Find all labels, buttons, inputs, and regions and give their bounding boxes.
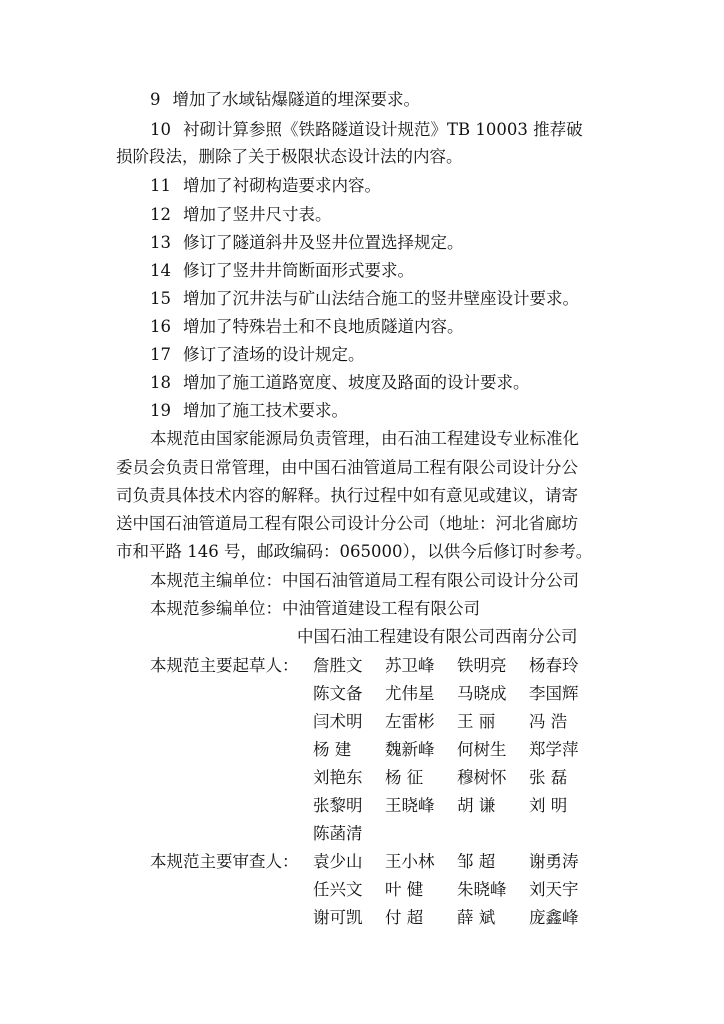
item-text: 增加了特殊岩土和不良地质隧道内容。	[183, 317, 464, 336]
reviewer-name: 邹 超	[457, 852, 496, 871]
drafter-name: 铁明亮	[457, 656, 507, 675]
participating-line	[150, 599, 480, 619]
drafter-name: 左雷彬	[385, 712, 435, 731]
drafter-name: 穆树怀	[457, 768, 507, 787]
item-number: 15	[150, 289, 171, 308]
list-item	[150, 205, 332, 225]
chief-editor-line	[150, 571, 579, 591]
list-item	[150, 289, 579, 309]
reviewers-label: 本规范主要审查人：	[150, 852, 299, 871]
list-item	[150, 90, 420, 110]
item-number: 19	[150, 401, 171, 420]
list-item	[150, 233, 464, 253]
list-item	[150, 120, 583, 140]
participating-value: 中国石油工程建设有限公司西南分公司	[297, 627, 578, 646]
drafter-name: 苏卫峰	[385, 656, 435, 675]
item-number: 17	[150, 345, 171, 364]
reviewer-name: 谢可凯	[313, 908, 363, 927]
paragraph-line: 委员会负责日常管理，由中国石油管道局工程有限公司设计分公	[116, 458, 578, 477]
list-item	[150, 401, 348, 421]
reviewers-row	[313, 852, 601, 872]
reviewer-name: 庞鑫峰	[529, 908, 579, 927]
drafters-row	[313, 740, 601, 760]
drafter-name: 魏新峰	[385, 740, 435, 759]
item-number: 18	[150, 373, 171, 392]
reviewer-name: 叶 健	[385, 880, 424, 899]
chief-editor-label: 本规范主编单位：	[150, 571, 282, 590]
reviewers-row	[313, 880, 601, 900]
drafters-row	[313, 656, 601, 676]
paragraph-line: 司负责具体技术内容的解释。执行过程中如有意见或建议，请寄	[116, 486, 578, 505]
drafter-name: 马晓成	[457, 684, 507, 703]
paragraph-line: 送中国石油管道局工程有限公司设计分公司（地址：河北省廊坊	[116, 514, 578, 533]
list-item	[150, 317, 464, 337]
drafter-name: 杨 建	[313, 740, 352, 759]
participating-label: 本规范参编单位：	[150, 599, 282, 618]
item-text: 增加了水域钻爆隧道的埋深要求。	[172, 90, 420, 109]
item-continuation: 损阶段法，删除了关于极限状态设计法的内容。	[116, 147, 463, 166]
drafter-name: 冯 浩	[529, 712, 568, 731]
reviewers-row	[313, 908, 601, 928]
item-text: 增加了沉井法与矿山法结合施工的竖井壁座设计要求。	[183, 289, 579, 308]
drafter-name: 张 磊	[529, 768, 568, 787]
drafter-name: 闫术明	[313, 712, 363, 731]
drafters-row	[313, 796, 601, 816]
reviewer-name: 薛 斌	[457, 908, 496, 927]
chief-editor-value: 中国石油管道局工程有限公司设计分公司	[282, 571, 579, 590]
drafter-name: 张黎明	[313, 796, 363, 815]
participating-value: 中油管道建设工程有限公司	[282, 599, 480, 618]
reviewer-name: 朱晓峰	[457, 880, 507, 899]
item-text: 修订了竖井井筒断面形式要求。	[183, 261, 414, 280]
reviewer-name: 付 超	[385, 908, 424, 927]
reviewer-name: 刘天宇	[529, 880, 579, 899]
drafter-name: 王晓峰	[385, 796, 435, 815]
item-text: 衬砌计算参照《铁路隧道设计规范》TB 10003 推荐破	[183, 120, 583, 139]
drafter-name: 陈文备	[313, 684, 363, 703]
drafter-name: 杨春玲	[529, 656, 579, 675]
item-text: 增加了竖井尺寸表。	[183, 205, 332, 224]
item-number: 9	[150, 90, 161, 109]
item-number: 11	[150, 176, 171, 195]
drafters-label: 本规范主要起草人：	[150, 656, 299, 675]
list-item	[150, 261, 414, 281]
item-number: 12	[150, 205, 171, 224]
item-text: 修订了渣场的设计规定。	[183, 345, 365, 364]
drafter-name: 胡 谦	[457, 796, 496, 815]
drafter-name: 杨 征	[385, 768, 424, 787]
drafters-row	[313, 712, 601, 732]
drafter-name: 何树生	[457, 740, 507, 759]
item-text: 增加了施工技术要求。	[183, 401, 348, 420]
item-text: 增加了施工道路宽度、坡度及路面的设计要求。	[183, 373, 530, 392]
drafters-row	[313, 768, 601, 788]
drafter-name: 郑学萍	[529, 740, 579, 759]
drafter-name: 尤伟星	[385, 684, 435, 703]
item-number: 16	[150, 317, 171, 336]
list-item	[150, 345, 365, 365]
drafter-name: 刘艳东	[313, 768, 363, 787]
item-number: 13	[150, 233, 171, 252]
drafters-row	[313, 824, 385, 844]
drafter-name: 王 丽	[457, 712, 496, 731]
reviewer-name: 谢勇涛	[529, 852, 579, 871]
paragraph-line: 市和平路 146 号，邮政编码：065000），以供今后修订时参考。	[116, 542, 593, 561]
item-number: 10	[150, 120, 171, 139]
item-text: 增加了衬砌构造要求内容。	[183, 176, 381, 195]
drafter-name: 陈菡清	[313, 824, 363, 843]
drafter-name: 詹胜文	[313, 656, 363, 675]
reviewer-name: 王小林	[385, 852, 435, 871]
drafter-name: 李国辉	[529, 684, 579, 703]
reviewer-name: 袁少山	[313, 852, 363, 871]
list-item	[150, 373, 530, 393]
item-text: 修订了隧道斜井及竖井位置选择规定。	[183, 233, 464, 252]
reviewer-name: 任兴文	[313, 880, 363, 899]
drafters-row	[313, 684, 601, 704]
list-item	[150, 176, 381, 196]
paragraph-line: 本规范由国家能源局负责管理，由石油工程建设专业标准化	[150, 429, 579, 448]
drafter-name: 刘 明	[529, 796, 568, 815]
item-number: 14	[150, 261, 171, 280]
